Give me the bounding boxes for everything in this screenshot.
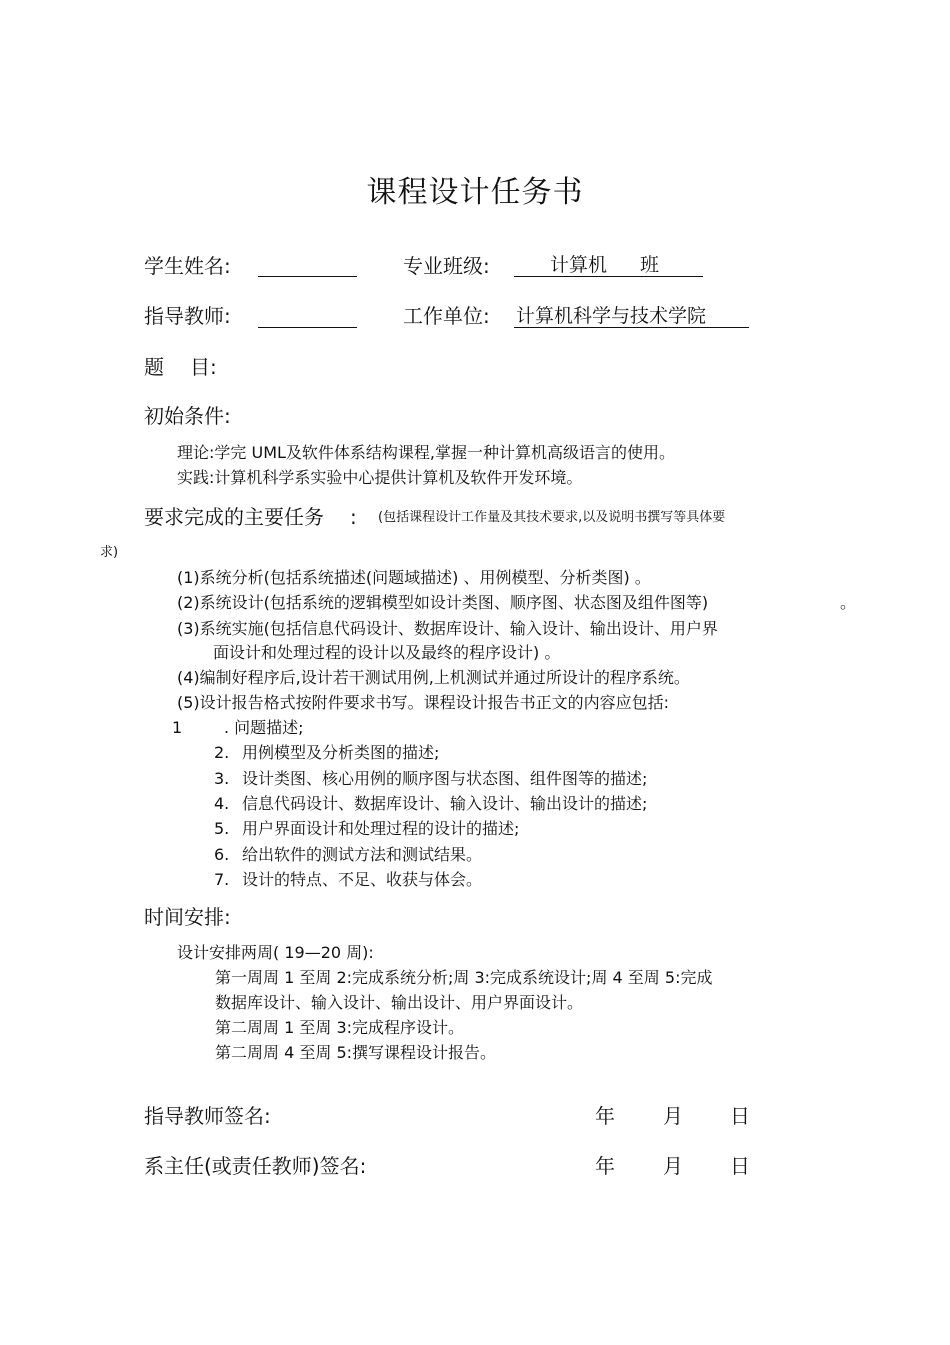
tasks-note-cont: 求) — [100, 545, 119, 560]
dept-head-signature-label: 系主任(或责任教师)签名: — [144, 1154, 367, 1178]
dept-head-signature-year: 年 — [595, 1154, 615, 1178]
advisor-signature-month: 月 — [663, 1104, 683, 1128]
sub-item-num: 4. — [214, 794, 230, 813]
sub-item-text: 给出软件的测试方法和测试结果。 — [242, 845, 483, 864]
major-class-value-2: 班 — [640, 254, 660, 276]
schedule-line: 数据库设计、输入设计、输出设计、用户界面设计。 — [215, 993, 584, 1012]
sub-item-num: 1 — [172, 718, 183, 737]
work-unit-label: 工作单位: — [403, 304, 490, 328]
document-title: 课程设计任务书 — [366, 175, 584, 210]
sub-item-text: . 问题描述; — [224, 718, 304, 737]
tasks-note: (包括课程设计工作量及其技术要求,以及说明书撰写等具体要 — [378, 510, 726, 525]
task-item-1: (1)系统分析(包括系统描述(问题域描述) 、用例模型、分析类图) 。 — [177, 568, 651, 587]
major-class-label: 专业班级: — [403, 254, 490, 278]
sub-item-text: 用户界面设计和处理过程的设计的描述; — [242, 819, 520, 838]
sub-item-text: 设计类图、核心用例的顺序图与状态图、组件图等的描述; — [242, 769, 648, 788]
topic-label-1: 题 — [144, 355, 164, 379]
task-item-3-cont: 面设计和处理过程的设计以及最终的程序设计) 。 — [213, 643, 561, 662]
task-item-3: (3)系统实施(包括信息代码设计、数据库设计、输入设计、输出设计、用户界 — [177, 619, 718, 638]
topic-label-2: 目: — [190, 355, 217, 379]
advisor-signature-label: 指导教师签名: — [144, 1104, 271, 1128]
sub-item-num: 5. — [214, 819, 230, 838]
sub-item-num: 2. — [214, 743, 230, 762]
student-name-label: 学生姓名: — [144, 254, 231, 278]
dept-head-signature-month: 月 — [663, 1154, 683, 1178]
sub-item-num: 7. — [214, 870, 230, 889]
schedule-intro: 设计安排两周( 19—20 周): — [177, 943, 374, 962]
conditions-theory: 理论:学完 UML及软件体系结构课程,掌握一种计算机高级语言的使用。 — [177, 443, 675, 462]
schedule-line: 第二周周 1 至周 3:完成程序设计。 — [215, 1018, 465, 1037]
advisor-signature-year: 年 — [595, 1104, 615, 1128]
task-item-4: (4)编制好程序后,设计若干测试用例,上机测试并通过所设计的程序系统。 — [177, 668, 690, 687]
conditions-practice: 实践:计算机科学系实验中心提供计算机及软件开发环境。 — [177, 468, 583, 487]
tasks-heading: 要求完成的主要任务 — [144, 505, 324, 529]
sub-item-text: 信息代码设计、数据库设计、输入设计、输出设计的描述; — [242, 794, 648, 813]
sub-item-num: 3. — [214, 769, 230, 788]
advisor-field — [258, 327, 357, 328]
tasks-colon: : — [350, 505, 357, 529]
task-item-5: (5)设计报告格式按附件要求书写。课程设计报告书正文的内容应包括: — [177, 693, 670, 712]
schedule-line: 第一周周 1 至周 2:完成系统分析;周 3:完成系统设计;周 4 至周 5:完成 — [215, 968, 713, 987]
work-unit-field — [514, 327, 749, 328]
major-class-field — [514, 276, 703, 277]
schedule-heading: 时间安排: — [144, 905, 231, 929]
advisor-signature-day: 日 — [730, 1104, 750, 1128]
dept-head-signature-day: 日 — [730, 1154, 750, 1178]
task-item-2: (2)系统设计(包括系统的逻辑模型如设计类图、顺序图、状态图及组件图等) — [177, 593, 709, 612]
advisor-label: 指导教师: — [144, 304, 231, 328]
work-unit-value: 计算机科学与技术学院 — [516, 305, 707, 327]
schedule-line: 第二周周 4 至周 5:撰写课程设计报告。 — [215, 1043, 497, 1062]
student-name-field — [258, 276, 357, 277]
task-item-2-tail: 。 — [840, 593, 857, 612]
sub-item-text: 用例模型及分析类图的描述; — [242, 743, 440, 762]
sub-item-num: 6. — [214, 845, 230, 864]
sub-item-text: 设计的特点、不足、收获与体会。 — [242, 870, 483, 889]
major-class-value-1: 计算机 — [550, 254, 608, 276]
conditions-heading: 初始条件: — [144, 404, 231, 428]
